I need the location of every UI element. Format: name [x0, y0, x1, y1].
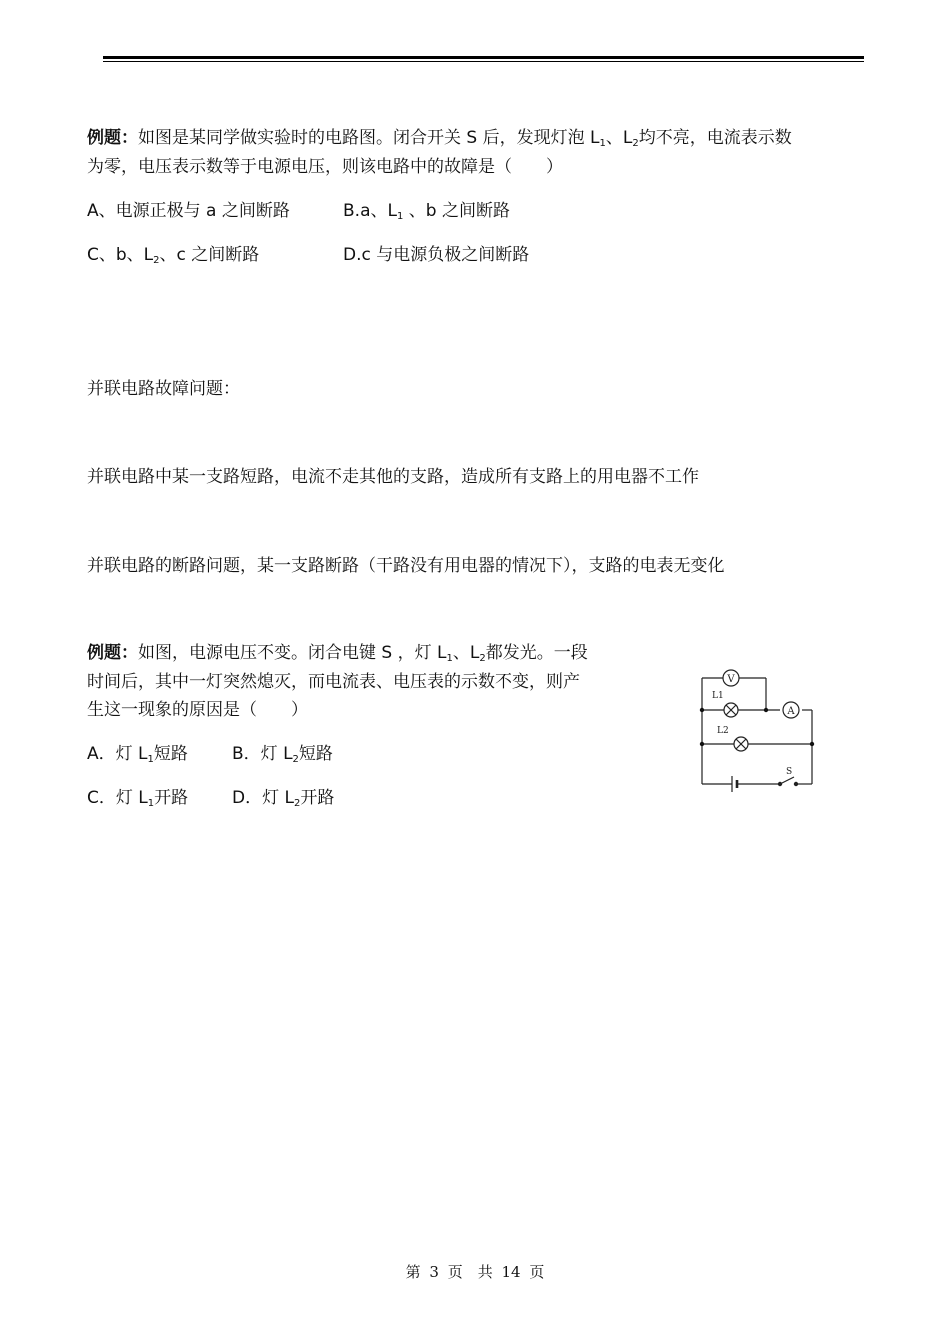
example1-option-a: A、电源正极与 a 之间断路	[87, 201, 290, 221]
option-text: 短路	[153, 744, 188, 764]
ammeter-icon	[783, 702, 799, 718]
option-text: 、c 之间断路	[159, 245, 260, 265]
subscript: 2	[292, 754, 299, 765]
switch-icon	[778, 777, 797, 786]
subscript: 2	[632, 138, 639, 149]
page-footer: 第 3 页 共 14 页	[405, 1263, 545, 1281]
example1-option-d: D.c 与电源负极之间断路	[343, 245, 530, 265]
subscript: 1	[147, 798, 155, 809]
voltmeter-label: V	[727, 674, 735, 685]
option-text: A．灯 L	[87, 744, 148, 764]
lamp-l2-label: L2	[717, 726, 729, 736]
example1-text: 如图是某同学做实验时的电路图。闭合开关 S 后，发现灯泡 L	[138, 128, 600, 148]
example2-option-b	[232, 742, 333, 766]
parallel-short-circuit: 并联电路中某一支路短路，电流不走其他的支路，造成所有支路上的用电器不工作	[87, 467, 699, 487]
example1-text: 、L	[605, 128, 633, 148]
example2-text: 如图，电源电压不变。闭合电键 S ，灯 L	[138, 643, 447, 663]
battery-icon	[732, 776, 737, 792]
example2-question-line3: 生这一现象的原因是（ ）	[87, 700, 308, 720]
option-text: D．灯 L	[232, 788, 294, 808]
example2-text: 都发光。一段	[485, 643, 588, 663]
subscript: 1	[599, 138, 606, 149]
subscript: 1	[446, 653, 453, 664]
example2-option-c	[87, 786, 188, 810]
option-text: 开路	[154, 788, 189, 808]
option-text: 开路	[300, 788, 335, 808]
voltmeter-icon	[723, 670, 739, 686]
ammeter-label: A	[787, 706, 795, 717]
example1-text: 均不亮，电流表示数	[638, 128, 792, 148]
option-text: B．灯 L	[232, 744, 293, 764]
option-text: 、b 之间断路	[403, 201, 510, 221]
example2-question-line2: 时间后，其中一灯突然熄灭，而电流表、电压表的示数不变，则产	[87, 672, 580, 692]
lamp-l1-label: L1	[712, 691, 724, 701]
option-text: C、b、L	[87, 245, 154, 265]
subscript: 2	[293, 798, 301, 809]
example1-option-c	[87, 243, 259, 267]
circuit-diagram	[690, 660, 822, 792]
example1-question-line2: 为零，电压表示数等于电源电压，则该电路中的故障是（ ）	[87, 157, 563, 177]
subscript: 2	[479, 653, 486, 664]
lamp-l1-icon	[724, 703, 738, 717]
lamp-l2-icon	[734, 737, 748, 751]
parallel-heading: 并联电路故障问题：	[87, 379, 240, 399]
example2-option-a	[87, 742, 188, 766]
subscript: 1	[147, 754, 154, 765]
example1-option-b	[343, 199, 510, 223]
option-text: B.a、L	[343, 201, 397, 221]
option-text: C．灯 L	[87, 788, 148, 808]
header-rule	[103, 56, 864, 62]
example1-question-line1	[87, 126, 792, 150]
subscript: 1	[396, 211, 404, 222]
example1-label: 例题：	[87, 128, 138, 148]
switch-label: S	[786, 767, 793, 777]
example2-option-d	[232, 786, 334, 810]
example2-label: 例题：	[87, 643, 138, 663]
parallel-open-circuit: 并联电路的断路问题，某一支路断路（干路没有用电器的情况下），支路的电表无变化	[87, 556, 725, 576]
example2-text: 、L	[452, 643, 480, 663]
option-text: 短路	[298, 744, 333, 764]
subscript: 2	[153, 255, 160, 266]
example2-question-line1	[87, 641, 588, 665]
